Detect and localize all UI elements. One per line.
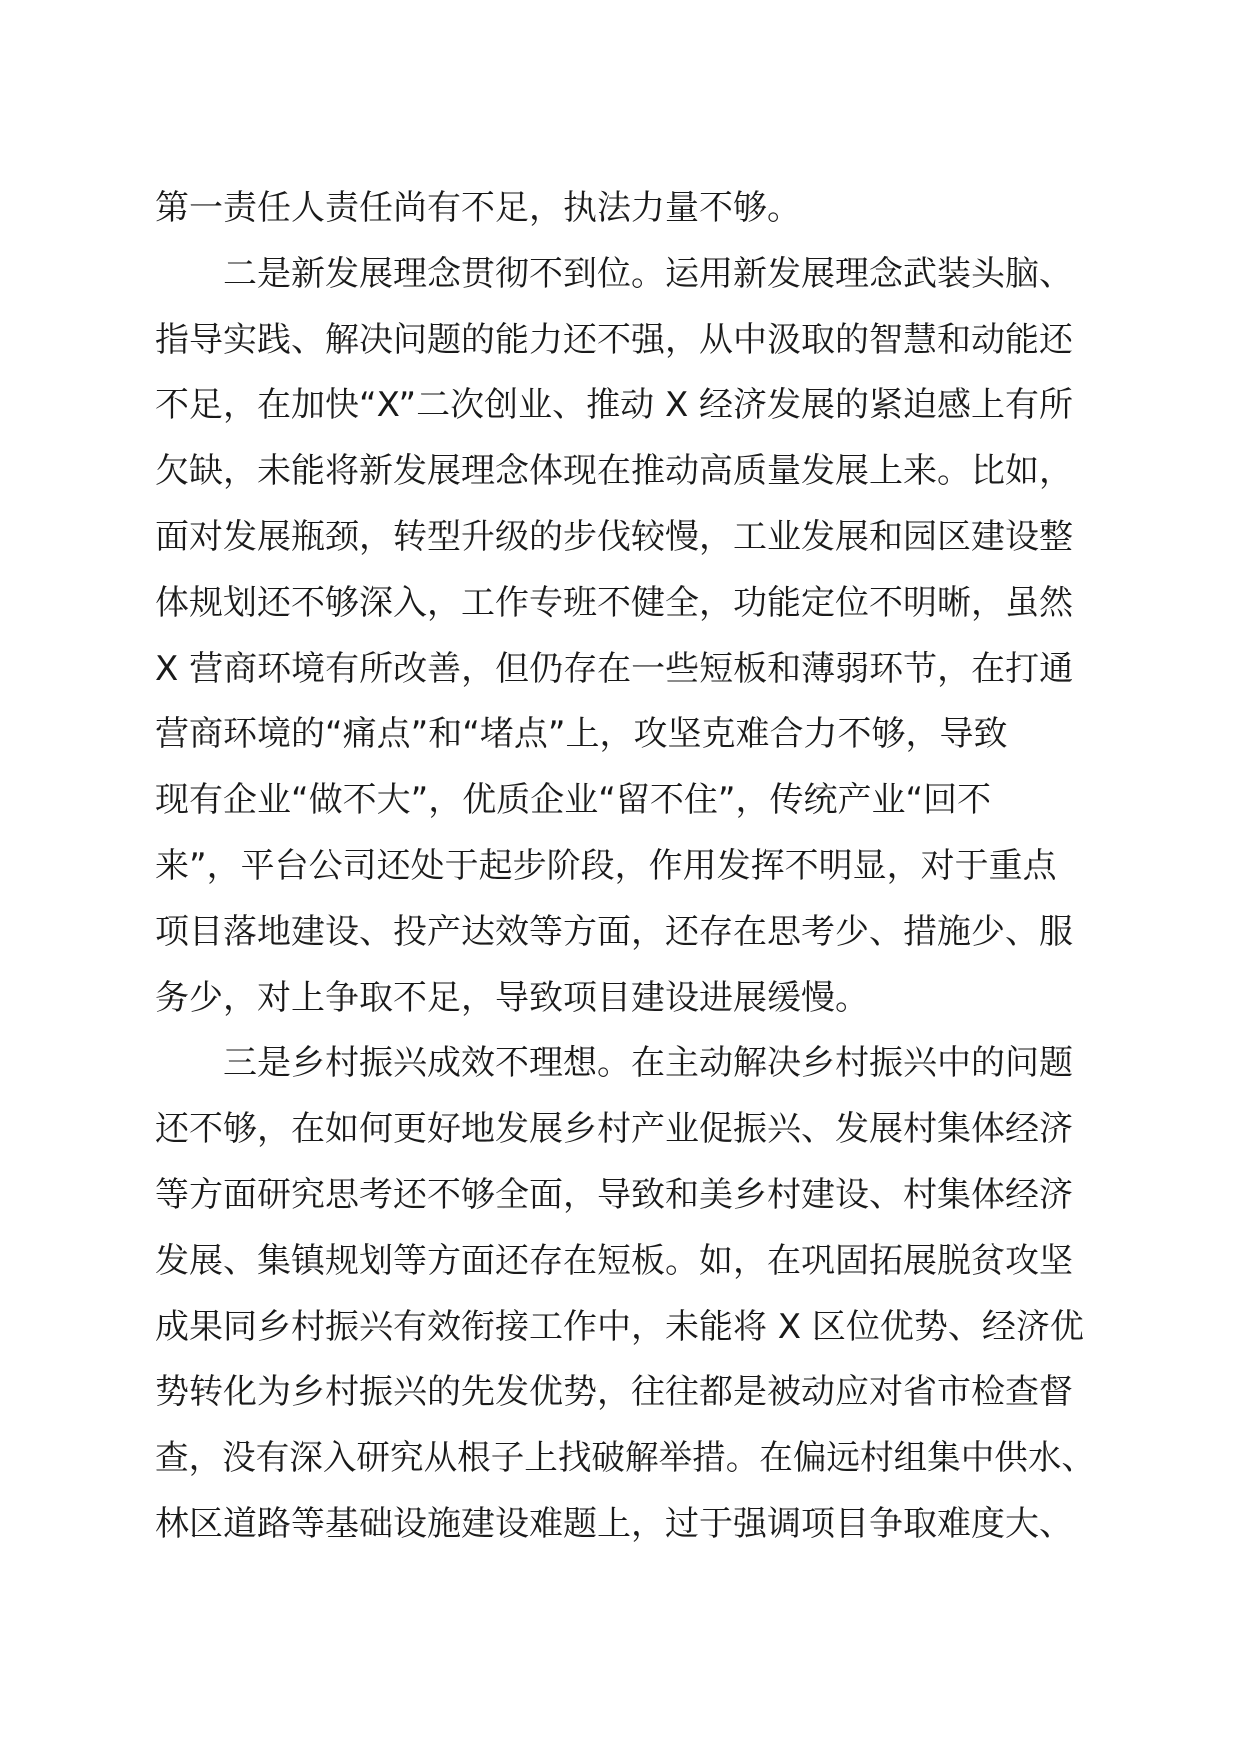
- text-line: 来”，平台公司还处于起步阶段，作用发挥不明显，对于重点: [155, 845, 1057, 886]
- text-line: 体规划还不够深入，工作专班不健全，功能定位不明晰，虽然: [155, 582, 1073, 623]
- body-text: [155, 176, 1095, 1558]
- text-line: 二是新发展理念贯彻不到位。运用新发展理念武装头脑、: [223, 253, 1073, 294]
- text-line: 面对发展瓶颈，转型升级的步伐较慢，工业发展和园区建设整: [155, 516, 1073, 557]
- text-line: 还不够，在如何更好地发展乡村产业促振兴、发展村集体经济: [155, 1109, 1073, 1150]
- text-line: 务少，对上争取不足，导致项目建设进展缓慢。: [155, 977, 869, 1018]
- text-line: 现有企业“做不大”，优质企业“留不住”，传统产业“回不: [155, 780, 992, 821]
- text-line: 查，没有深入研究从根子上找破解举措。在偏远村组集中供水、: [155, 1438, 1096, 1479]
- text-line: 第一责任人责任尚有不足，执法力量不够。: [155, 188, 801, 228]
- text-line: 指导实践、解决问题的能力还不强，从中汲取的智慧和动能还: [155, 319, 1073, 360]
- text-line: 成果同乡村振兴有效衔接工作中，未能将 X 区位优势、经济优: [155, 1306, 1084, 1347]
- text-line: 林区道路等基础设施建设难题上，过于强调项目争取难度大、: [155, 1503, 1073, 1544]
- text-line: 欠缺，未能将新发展理念体现在推动高质量发展上来。比如，: [155, 451, 1073, 492]
- text-line: 发展、集镇规划等方面还存在短板。如，在巩固拓展脱贫攻坚: [155, 1240, 1073, 1281]
- text-line: 营商环境的“痛点”和“堵点”上，攻坚克难合力不够，导致: [155, 714, 1008, 755]
- text-line: 势转化为乡村振兴的先发优势，往往都是被动应对省市检查督: [155, 1372, 1073, 1413]
- text-line: 项目落地建设、投产达效等方面，还存在思考少、措施少、服: [155, 911, 1073, 952]
- text-line: X 营商环境有所改善，但仍存在一些短板和薄弱环节，在打通: [155, 648, 1074, 689]
- text-line: 等方面研究思考还不够全面，导致和美乡村建设、村集体经济: [155, 1174, 1073, 1215]
- text-line: 不足，在加快“X”二次创业、推动 X 经济发展的紧迫感上有所: [155, 385, 1074, 426]
- text-line: 三是乡村振兴成效不理想。在主动解决乡村振兴中的问题: [223, 1043, 1073, 1084]
